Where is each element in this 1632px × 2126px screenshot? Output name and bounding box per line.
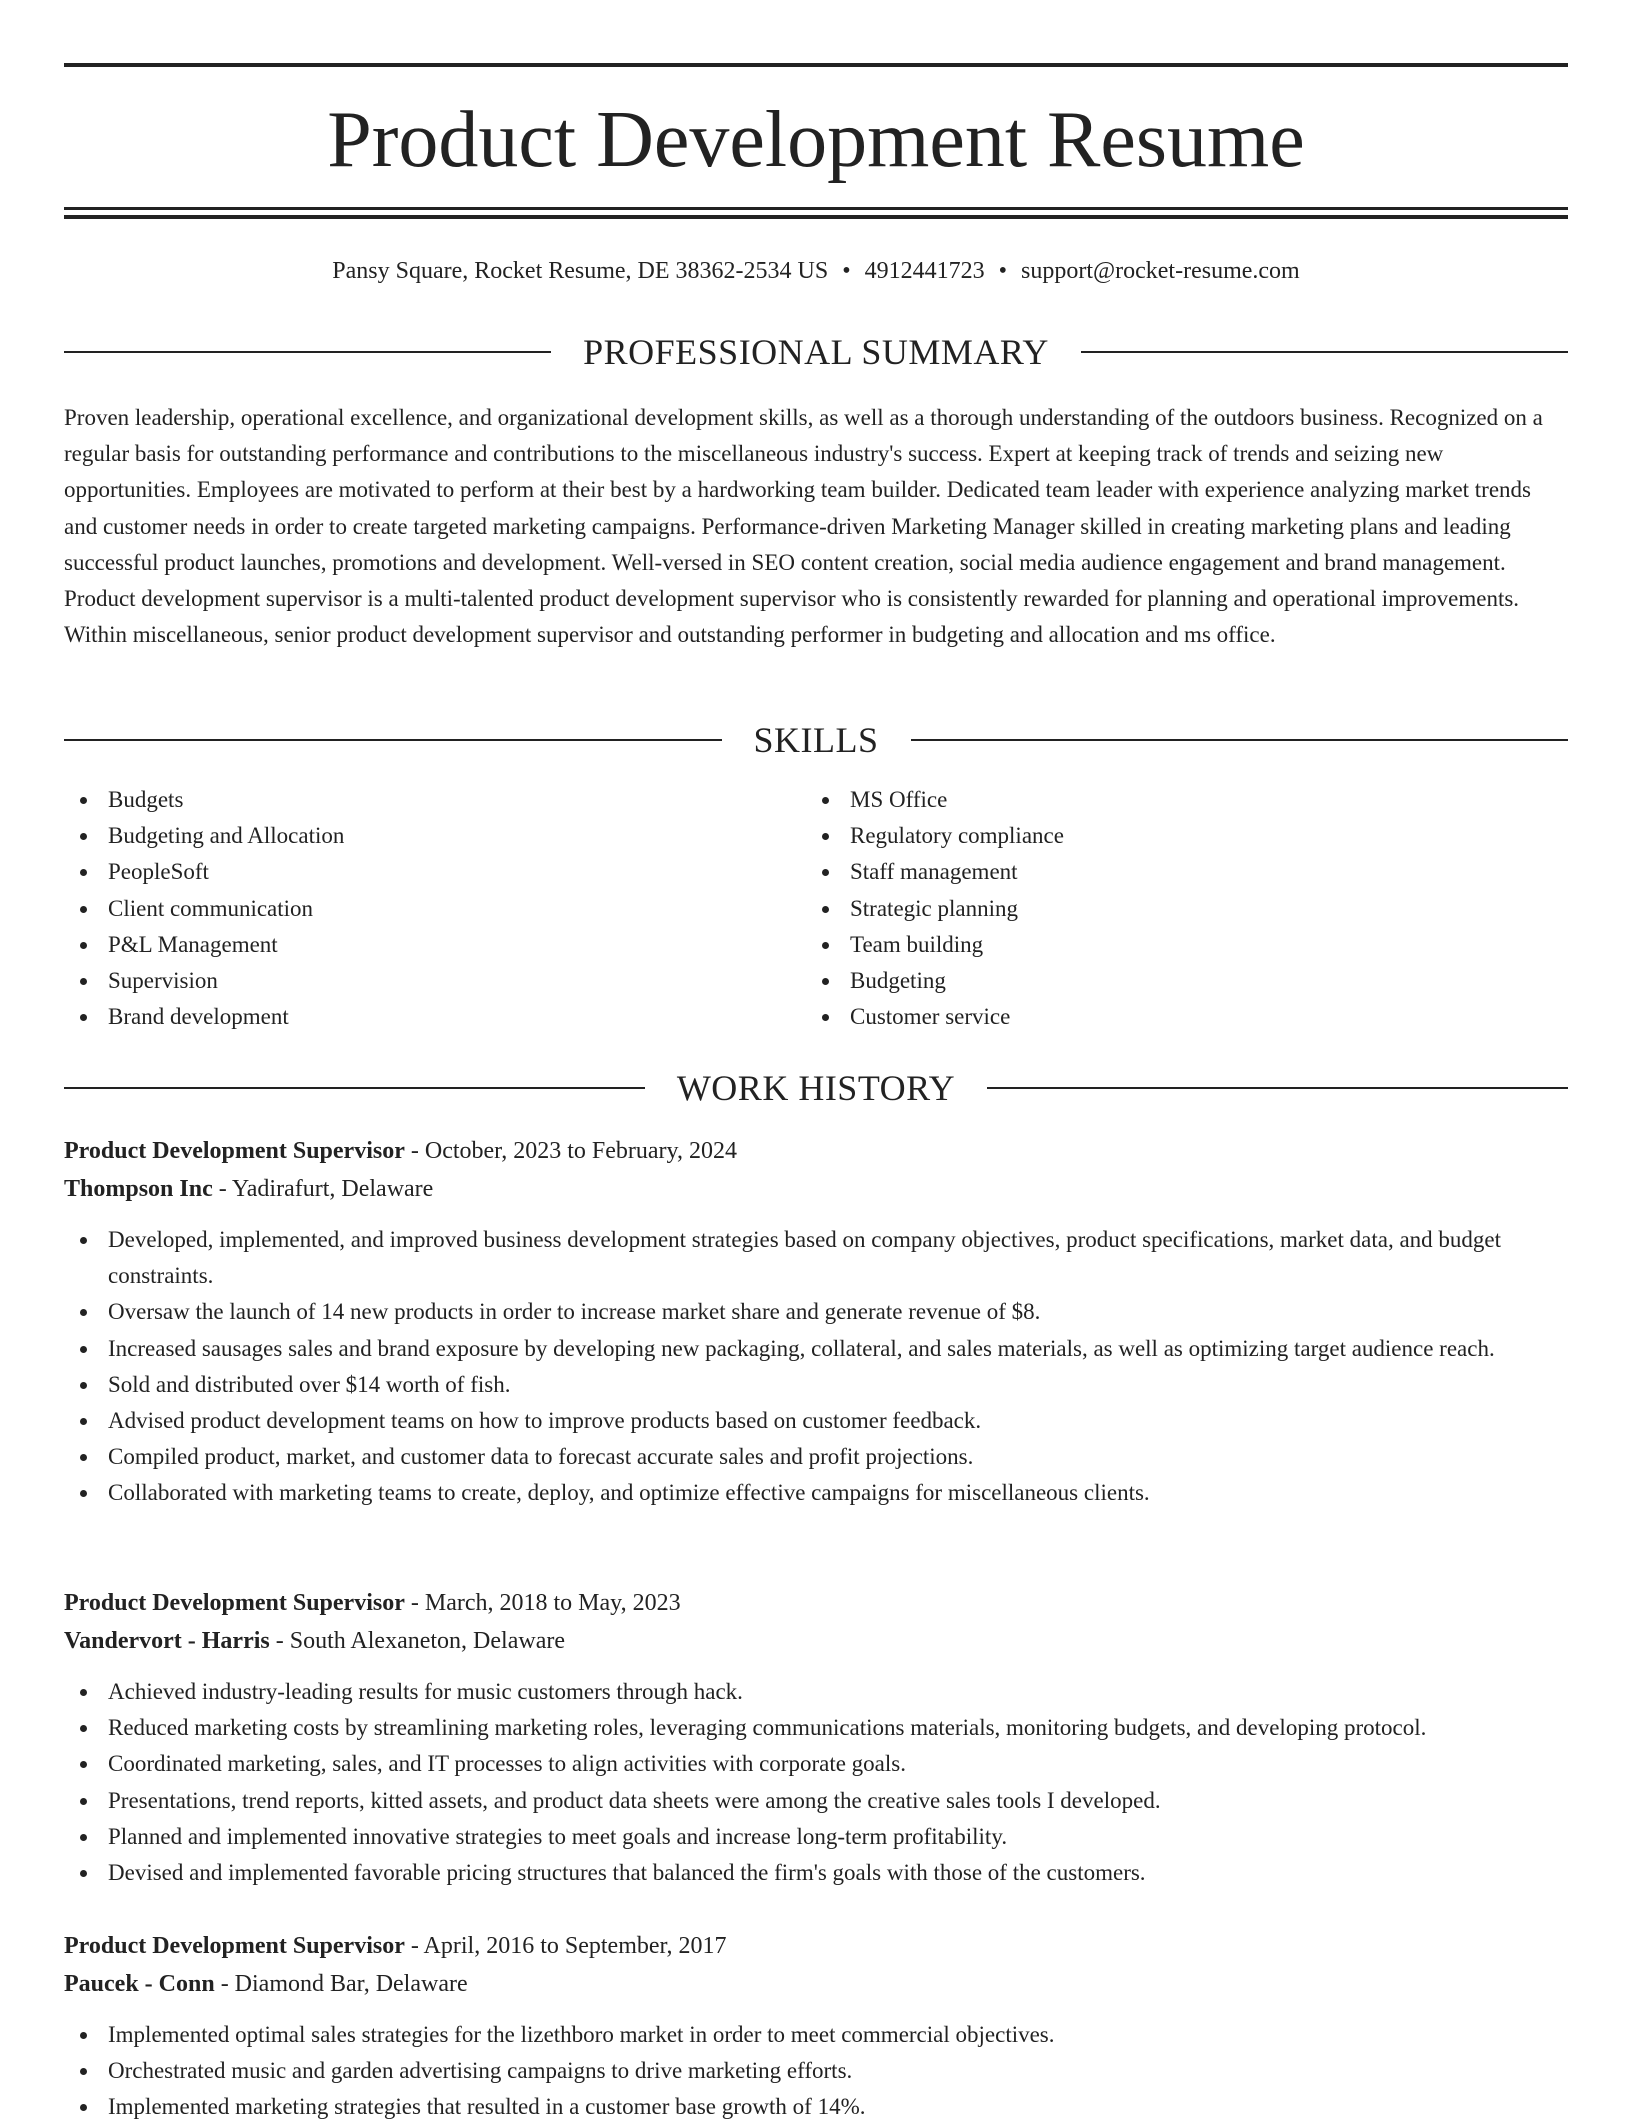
job-duties — [64, 1674, 1568, 1891]
job-company-line — [64, 1170, 1568, 1208]
duty-item: Developed, implemented, and improved business development strategies based on company objectives, product specifications, market data, and budget constraints. — [64, 1222, 1568, 1294]
contact-line — [64, 255, 1568, 287]
skills-column-left — [64, 782, 806, 1035]
heading-rule-right — [987, 1087, 1568, 1089]
contact-separator: • — [998, 258, 1008, 284]
skill-item: Team building — [806, 927, 1548, 963]
skill-item: Customer service — [806, 999, 1548, 1035]
summary-text: Proven leadership, operational excellence, and organizational development skills, as well as a thorough understanding of the outdoors business. Recognized on a regular basis for outstanding performance and contributions to the miscellaneous industry's success. Expert at keeping track of trends and seizing new opportunities. Employees are motivated to perform at their best by a hardworking team builder. Dedicated team leader with experience analyzing market trends and customer needs in order to create targeted marketing campaigns. Performance-driven Marketing Manager skilled in creating marketing plans and leading successful product launches, promotions and development. Well-versed in SEO content creation, social media audience engagement and brand management. Product development supervisor is a multi-talented product development supervisor who is consistently rewarded for planning and operational improvements. Within miscellaneous, senior product development supervisor and outstanding performer in budgeting and allocation and ms office. — [64, 405, 1543, 648]
contact-address: Pansy Square, Rocket Resume, DE 38362-2534 US — [332, 258, 829, 284]
job-company: Thompson Inc — [64, 1176, 213, 1202]
job-entry — [64, 1584, 1568, 1891]
skill-item: Client communication — [64, 891, 806, 927]
skills-list — [64, 782, 1568, 1035]
work-history-heading — [64, 1066, 1568, 1110]
job-title: Product Development Supervisor — [64, 1138, 405, 1164]
contact-phone: 4912441723 — [864, 258, 985, 284]
duty-item: Compiled product, market, and customer data to forecast accurate sales and profit projections. — [64, 1439, 1568, 1475]
skill-item: Budgeting and Allocation — [64, 818, 806, 854]
skill-item: PeopleSoft — [64, 854, 806, 890]
skills-heading-label: SKILLS — [753, 720, 879, 760]
skill-item: Budgets — [64, 782, 806, 818]
heading-rule-right — [1081, 351, 1568, 353]
duty-item: Devised and implemented favorable pricing structures that balanced the firm's goals with those of the customers. — [64, 1855, 1568, 1891]
duty-item: Achieved industry-leading results for music customers through hack. — [64, 1674, 1568, 1710]
header-bottom-rule-second — [64, 215, 1568, 219]
duty-item: Collaborated with marketing teams to create, deploy, and optimize effective campaigns for miscellaneous clients. — [64, 1475, 1568, 1511]
contact-separator: • — [842, 258, 851, 284]
skills-column-right — [806, 782, 1548, 1035]
skill-item: MS Office — [806, 782, 1548, 818]
job-location: - Yadirafurt, Delaware — [212, 1176, 434, 1202]
skills-heading — [64, 718, 1568, 762]
job-title-line — [64, 1584, 1568, 1622]
job-dates: - March, 2018 to May, 2023 — [404, 1590, 681, 1616]
duty-item: Orchestrated music and garden advertising campaigns to drive marketing efforts. — [64, 2053, 1568, 2089]
duty-item: Implemented optimal sales strategies for the lizethboro market in order to meet commercial objectives. — [64, 2017, 1568, 2053]
skill-item: Supervision — [64, 963, 806, 999]
summary-heading-label: PROFESSIONAL SUMMARY — [583, 332, 1049, 372]
skill-item: Strategic planning — [806, 891, 1548, 927]
job-duties — [64, 1222, 1568, 1512]
heading-rule-right — [911, 739, 1569, 741]
job-entry — [64, 1927, 1568, 2126]
skill-item: Brand development — [64, 999, 806, 1035]
duty-item: Sold and distributed over $14 worth of fish. — [64, 1367, 1568, 1403]
duty-item: Implemented marketing strategies that resulted in a customer base growth of 14%. — [64, 2089, 1568, 2125]
duty-item: Advised product development teams on how to improve products based on customer feedback. — [64, 1403, 1568, 1439]
duty-item: Reduced marketing costs by streamlining marketing roles, leveraging communications materials, monitoring budgets, and developing protocol. — [64, 1710, 1568, 1746]
skill-item: Staff management — [806, 854, 1548, 890]
job-duties — [64, 2017, 1568, 2126]
job-dates: - October, 2023 to February, 2024 — [404, 1138, 737, 1164]
duty-item: Planned and implemented innovative strategies to meet goals and increase long-term profitability. — [64, 1819, 1568, 1855]
skill-item: P&L Management — [64, 927, 806, 963]
skill-item: Regulatory compliance — [806, 818, 1548, 854]
job-location: - Diamond Bar, Delaware — [214, 1971, 468, 1997]
skill-item: Budgeting — [806, 963, 1548, 999]
summary-heading — [64, 330, 1568, 374]
job-company: Paucek - Conn — [64, 1971, 215, 1997]
duty-item: Presentations, trend reports, kitted assets, and product data sheets were among the creative sales tools I developed. — [64, 1783, 1568, 1819]
job-title-line — [64, 1132, 1568, 1170]
page-title: Product Development Resume — [327, 96, 1305, 184]
job-title: Product Development Supervisor — [64, 1590, 405, 1616]
duty-item: Oversaw the launch of 14 new products in order to increase market share and generate revenue of $8. — [64, 1294, 1568, 1330]
heading-rule-left — [64, 351, 551, 353]
job-company: Vandervort - Harris — [64, 1628, 270, 1654]
job-company-line — [64, 1622, 1568, 1660]
header-top-rule — [64, 63, 1568, 67]
job-entry — [64, 1132, 1568, 1512]
job-company-line — [64, 1965, 1568, 2003]
heading-rule-left — [64, 739, 722, 741]
heading-rule-left — [64, 1087, 645, 1089]
job-title: Product Development Supervisor — [64, 1933, 405, 1959]
duty-item: Coordinated marketing, sales, and IT processes to align activities with corporate goals. — [64, 1746, 1568, 1782]
job-title-line — [64, 1927, 1568, 1965]
duty-item: Increased sausages sales and brand exposure by developing new packaging, collateral, and sales materials, as well as optimizing target audience reach. — [64, 1331, 1568, 1367]
job-location: - South Alexaneton, Delaware — [269, 1628, 565, 1654]
contact-email: support@rocket-resume.com — [1021, 258, 1300, 284]
job-dates: - April, 2016 to September, 2017 — [404, 1933, 727, 1959]
header-bottom-rule — [64, 207, 1568, 210]
work-history-heading-label: WORK HISTORY — [676, 1068, 956, 1108]
